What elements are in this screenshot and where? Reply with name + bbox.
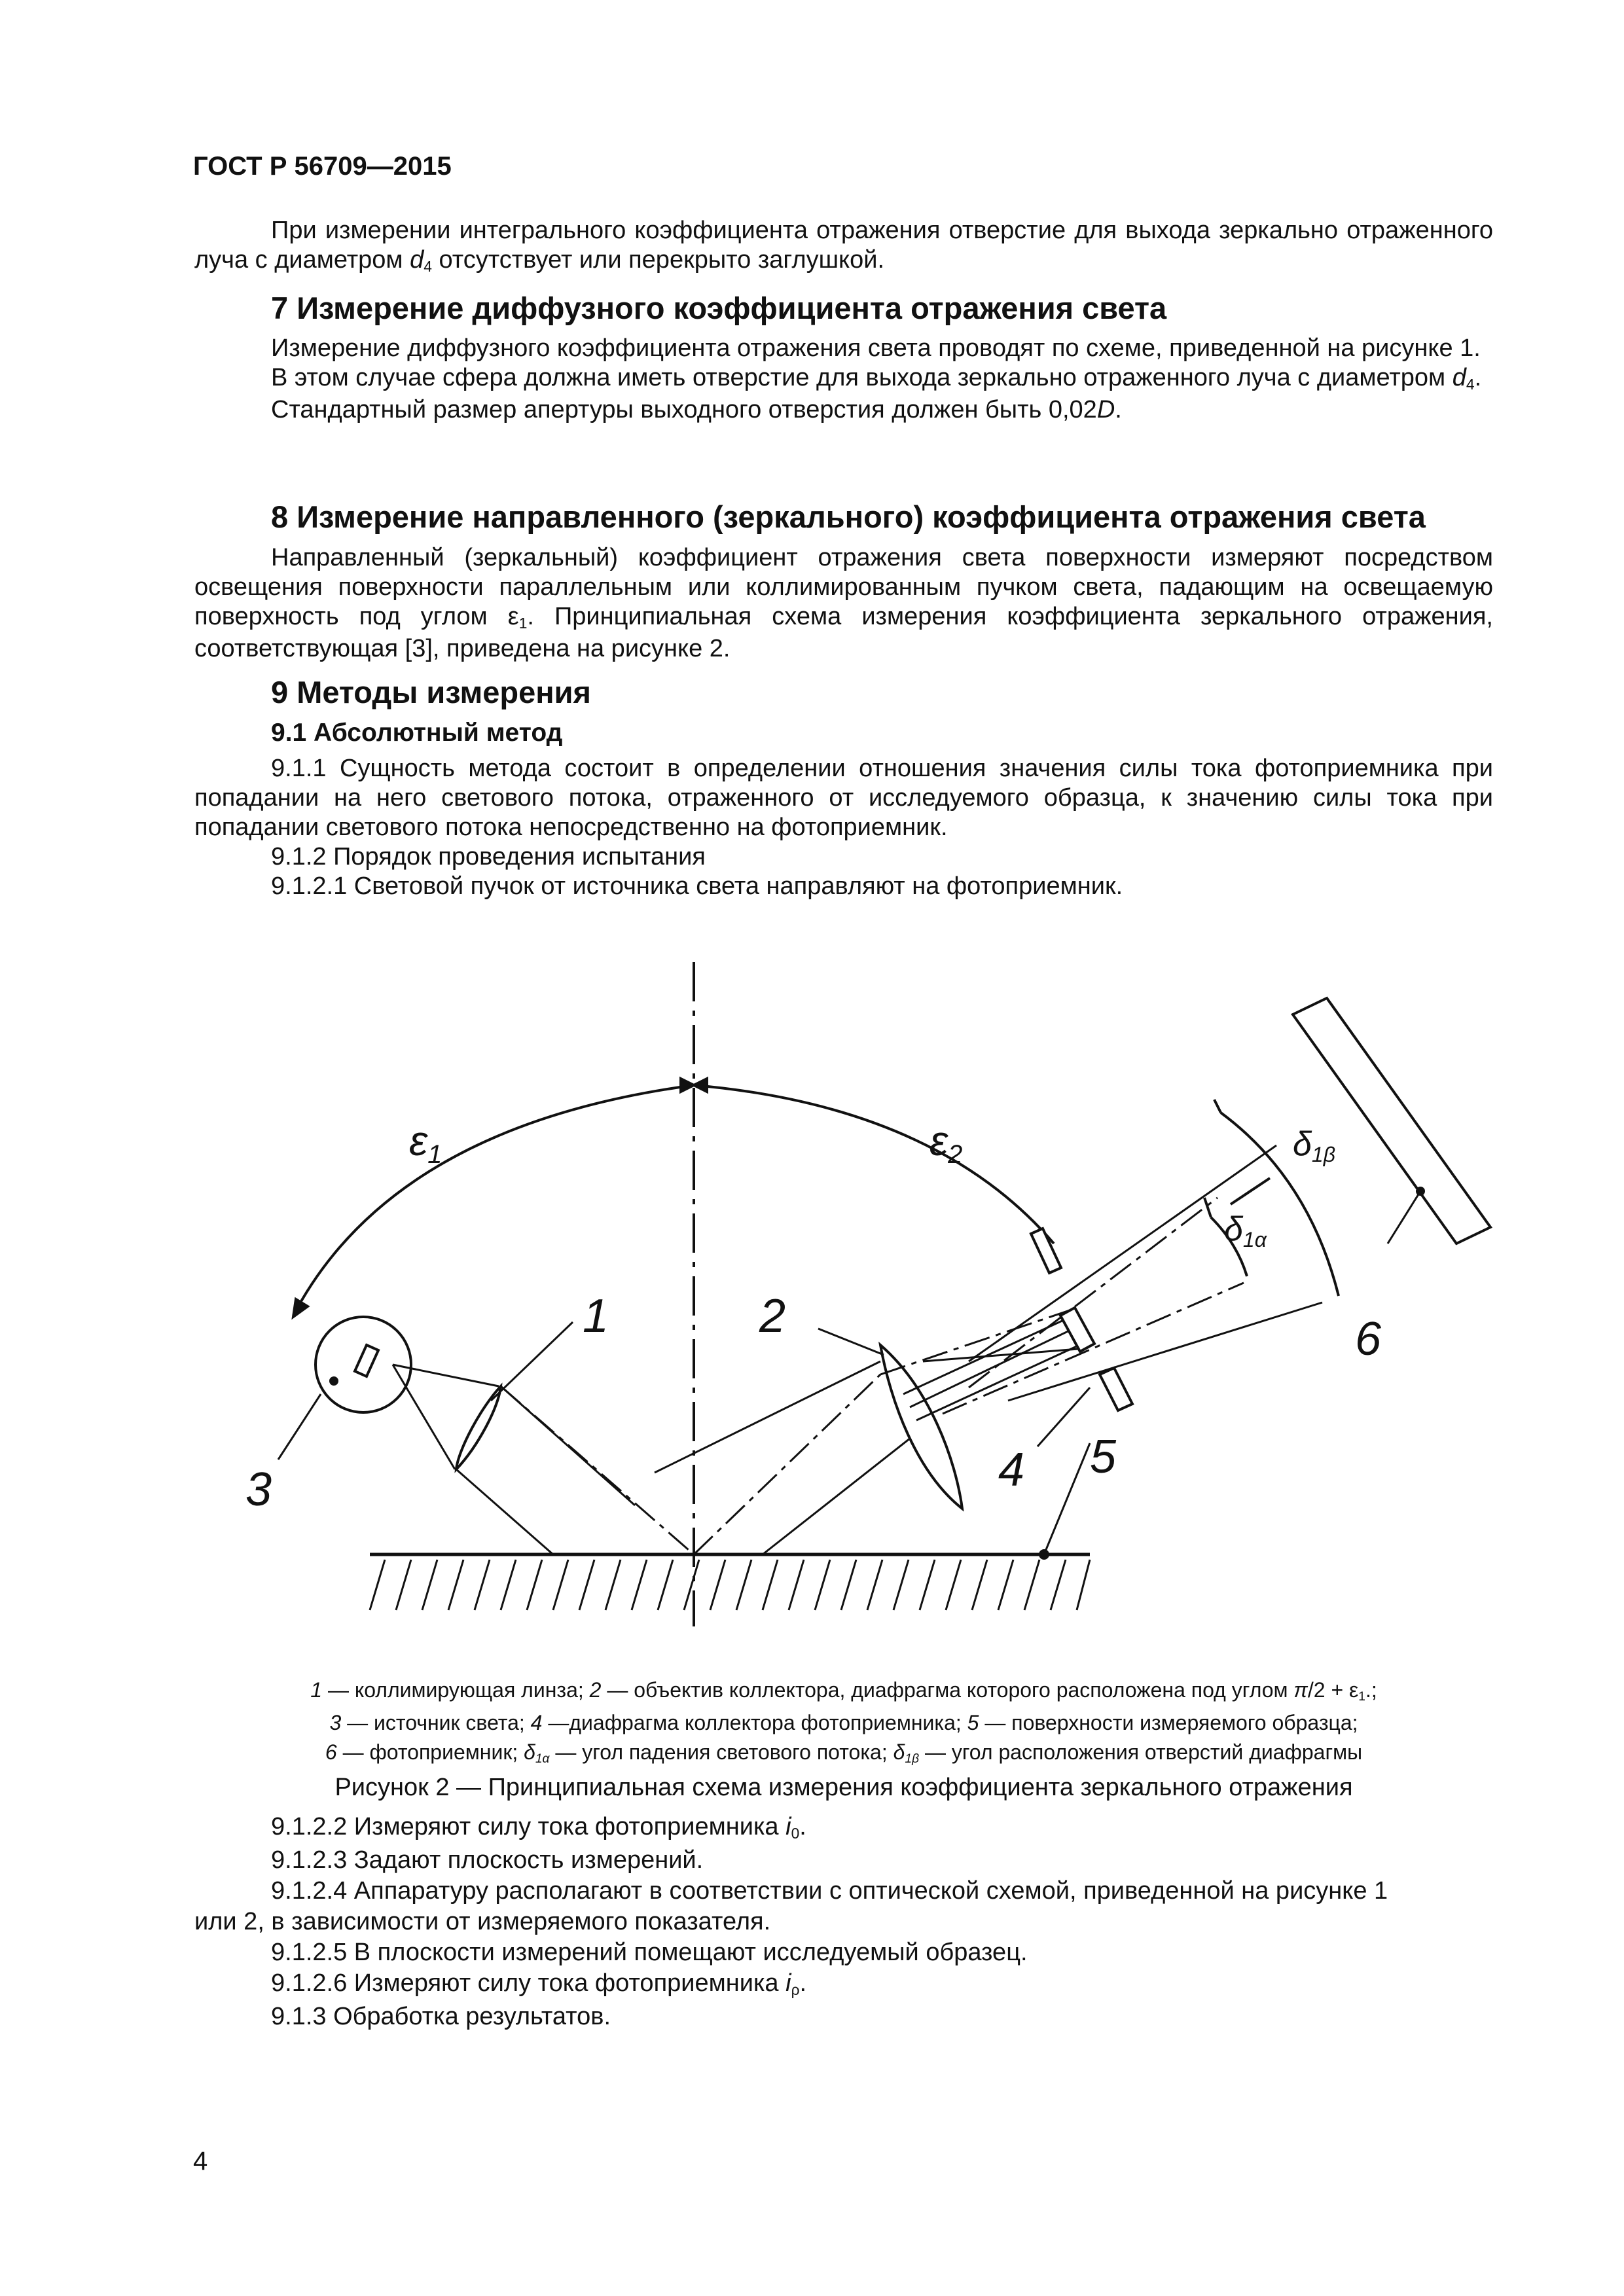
label-1: 1: [583, 1290, 609, 1342]
legend-line-3: 6 — фотоприемник; $\delta_{1\alpha}$ — угол падения светового потока; $\delta_{1\beta}$ — угол расположения отверстий диафрагмы: [325, 1740, 1363, 1766]
page-number: 4: [193, 2147, 208, 2176]
label-5: 5: [1090, 1431, 1117, 1483]
photodetector: [1293, 998, 1490, 1244]
s7-paragraph-3: Стандартный размер апертуры выходного отверстия должен быть 0,02D.: [271, 396, 1122, 423]
step-9-1-2-2: 9.1.2.2 Измеряют силу тока фотоприемника $i_0$.: [271, 1813, 806, 1842]
step-9-1-2-4-line-2: или 2, в зависимости от измеряемого показателя.: [194, 1908, 771, 1935]
label-epsilon-2: ε2: [929, 1117, 963, 1169]
document-header: ГОСТ Р 56709—2015: [193, 152, 452, 181]
figure-caption: Рисунок 2 — Принципиальная схема измерения коэффициента зеркального отражения: [334, 1774, 1353, 1801]
label-delta-1b: δ1β: [1293, 1125, 1335, 1166]
step-9-1-2-5: 9.1.2.5 В плоскости измерений помещают исследуемый образец.: [271, 1939, 1028, 1966]
section-7-heading: 7 Измерение диффузного коэффициента отражения света: [271, 291, 1167, 325]
label-3: 3: [245, 1463, 272, 1516]
diaphragm-upper: [1031, 1229, 1061, 1273]
step-9-1-3: 9.1.3 Обработка результатов.: [271, 2003, 611, 2030]
steps-body: [194, 1812, 1493, 2032]
s7-paragraph-2: В этом случае сфера должна иметь отверстие для выхода зеркально отраженного луча с диаметром $d_4$.: [271, 364, 1482, 393]
label-2: 2: [759, 1290, 786, 1342]
section-8-heading: 8 Измерение направленного (зеркального) коэффициента отражения света: [271, 499, 1426, 534]
step-9-1-2-4-line-1: 9.1.2.4 Аппаратуру располагают в соответствии с оптической схемой, приведенной на рисунке 1: [271, 1877, 1388, 1905]
section-9-heading: 9 Методы измерения: [271, 675, 591, 709]
epsilon-1-arc: [293, 1085, 694, 1316]
label-6: 6: [1355, 1313, 1382, 1365]
delta-1b-arc: [1221, 1113, 1339, 1296]
diaphragm-middle: [1060, 1308, 1094, 1352]
diaphragm-lower: [1100, 1368, 1132, 1410]
step-9-1-2-3: 9.1.2.3 Задают плоскость измерений.: [271, 1846, 704, 1874]
epsilon-2-arc: [694, 1085, 1054, 1244]
intro-paragraph: При измерении интегрального коэффициента отражения отверстие для выхода зеркально отраженного луча с диаметром $d_4$ отсутствует или перекрыто заглушкой.: [194, 217, 1493, 275]
lamp-filament: [355, 1345, 378, 1376]
step-9-1-2-6: 9.1.2.6 Измеряют силу тока фотоприемника $i_\rho$.: [271, 1969, 807, 1998]
section-9-1-heading: 9.1 Абсолютный метод: [271, 719, 563, 747]
p-9-1-2: 9.1.2 Порядок проведения испытания: [271, 843, 706, 870]
label-delta-1a: δ1α: [1224, 1210, 1267, 1251]
label-4: 4: [998, 1444, 1025, 1496]
section-8-body: Направленный (зеркальный) коэффициент отражения света поверхности измеряют посредством освещения поверхности параллельным или коллимированным пучком света, падающим на освещаемую поверхность под углом $\varepsilon_1$. Принципиальная схема измерения коэффициента зеркального отражения, соответствующая [3], приведена на рисунке 2.: [194, 544, 1493, 662]
epsilon-1-end-arrowhead: [293, 1299, 308, 1317]
surface-hatching: [370, 1560, 1090, 1610]
legend-line-1: 1 — коллимирующая линза; 2 — объектив коллектора, диафрагма которого расположена под углом $\pi/2 + \varepsilon_1$.;: [310, 1678, 1377, 1704]
s7-paragraph-1: Измерение диффузного коэффициента отражения света проводят по схеме, приведенной на рисунке 1.: [271, 334, 1481, 362]
legend-line-2: 3 — источник света; 4 —диафрагма коллектора фотоприемника; 5 — поверхности измеряемого образца;: [329, 1711, 1358, 1734]
figure-legend: [194, 1676, 1493, 1770]
label-epsilon-1: ε1: [409, 1117, 442, 1169]
p-9-1-1: 9.1.1 Сущность метода состоит в определении отношения значения силы тока фотоприемника при попадании на него светового потока, отраженного от исследуемого образца, к значению силы тока при попадании светового потока непосредственно на фотоприемник.: [194, 755, 1493, 841]
epsilon-2-arrowhead: [694, 1079, 707, 1092]
p-9-1-2-1: 9.1.2.1 Световой пучок от источника света направляют на фотоприемник.: [271, 872, 1123, 900]
